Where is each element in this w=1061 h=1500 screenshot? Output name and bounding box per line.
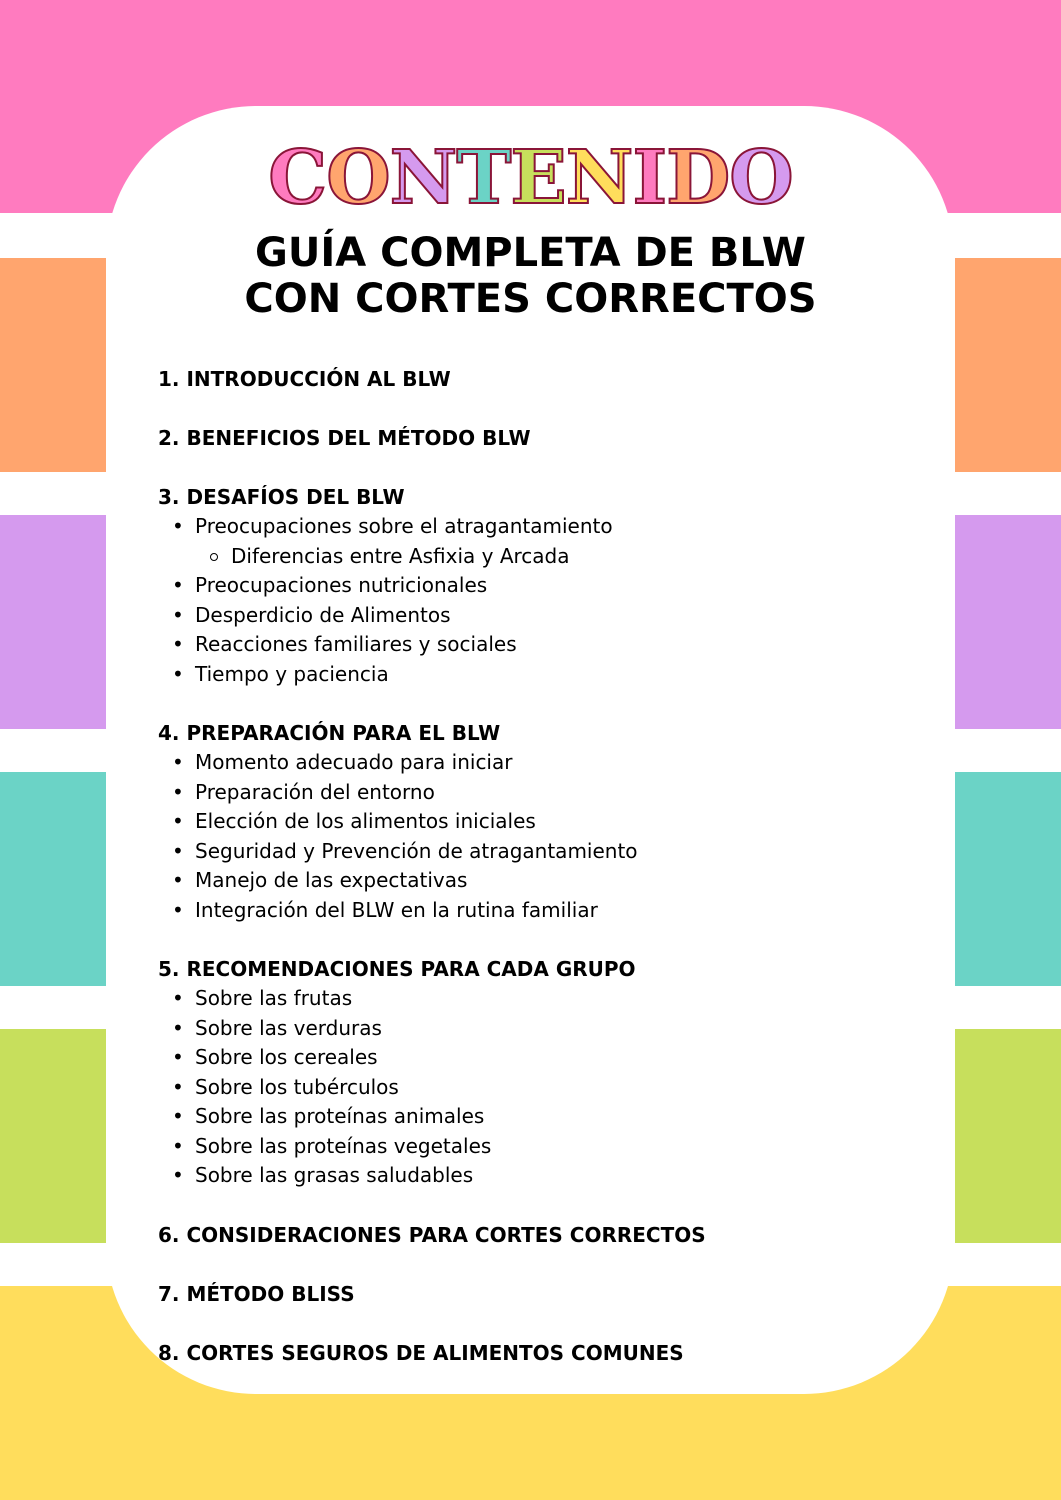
- section-title: 4. PREPARACIÓN PARA EL BLW: [158, 721, 501, 745]
- title-line-1: GUÍA COMPLETA DE BLW: [255, 230, 806, 276]
- list-item: • Manejo de las expectativas: [158, 866, 918, 896]
- list-item: • Sobre las proteínas animales: [158, 1102, 918, 1132]
- heading-letter: I: [632, 135, 667, 221]
- list-item: • Sobre las verduras: [158, 1014, 918, 1044]
- list-item: • Momento adecuado para iniciar: [158, 748, 918, 778]
- table-of-contents: [158, 364, 918, 1397]
- section-title: 3. DESAFÍOS DEL BLW: [158, 485, 405, 509]
- toc-section: [158, 364, 918, 394]
- toc-section: [158, 482, 918, 689]
- list-item: • Sobre los cereales: [158, 1043, 918, 1073]
- section-title: 2. BENEFICIOS DEL MÉTODO BLW: [158, 426, 531, 450]
- list-item: • Reacciones familiares y sociales: [158, 630, 918, 660]
- band-purple-left: [0, 515, 106, 729]
- list-item: • Preparación del entorno: [158, 778, 918, 808]
- heading-letter: N: [389, 135, 457, 221]
- band-teal-left: [0, 772, 106, 986]
- list-item: • Seguridad y Prevención de atragantamiento: [158, 837, 918, 867]
- section-title: 1. INTRODUCCIÓN AL BLW: [158, 367, 451, 391]
- heading-letter: N: [565, 135, 633, 221]
- section-title: 5. RECOMENDACIONES PARA CADA GRUPO: [158, 957, 636, 981]
- list-item: • Desperdicio de Alimentos: [158, 601, 918, 631]
- heading-letter: C: [268, 135, 327, 221]
- band-teal-right: [955, 772, 1061, 986]
- toc-section: [158, 1220, 918, 1250]
- list-item: • Sobre los tubérculos: [158, 1073, 918, 1103]
- list-item: • Integración del BLW en la rutina familiar: [158, 896, 918, 926]
- list-item: • Sobre las proteínas vegetales: [158, 1132, 918, 1162]
- document-title: [0, 230, 1061, 322]
- list-item: • Elección de los alimentos iniciales: [158, 807, 918, 837]
- band-green-left: [0, 1029, 106, 1243]
- list-item: • Tiempo y paciencia: [158, 660, 918, 690]
- section-title: 6. CONSIDERACIONES PARA CORTES CORRECTOS: [158, 1222, 706, 1247]
- toc-section: [158, 954, 918, 1191]
- toc-section: [158, 423, 918, 453]
- title-line-2: CON CORTES CORRECTOS: [244, 276, 817, 322]
- list-item: • Sobre las grasas saludables: [158, 1161, 918, 1191]
- toc-section: [158, 1279, 918, 1309]
- heading-letter: T: [456, 135, 511, 221]
- contenido-heading: [0, 135, 1061, 221]
- list-item: • Sobre las frutas: [158, 984, 918, 1014]
- list-item: • Preocupaciones nutricionales: [158, 571, 918, 601]
- section-title: 7. MÉTODO BLISS: [158, 1281, 355, 1306]
- heading-letter: O: [326, 135, 390, 221]
- band-green-right: [955, 1029, 1061, 1243]
- band-purple-right: [955, 515, 1061, 729]
- toc-section: [158, 1338, 918, 1368]
- sub-list-item: Diferencias entre Asfixia y Arcada: [158, 542, 918, 572]
- heading-letter: E: [510, 135, 566, 221]
- section-title: 8. CORTES SEGUROS DE ALIMENTOS COMUNES: [158, 1340, 684, 1365]
- list-item: • Preocupaciones sobre el atragantamiento: [158, 512, 918, 542]
- heading-letter: O: [729, 135, 793, 221]
- toc-section: [158, 718, 918, 925]
- heading-letter: D: [666, 135, 730, 221]
